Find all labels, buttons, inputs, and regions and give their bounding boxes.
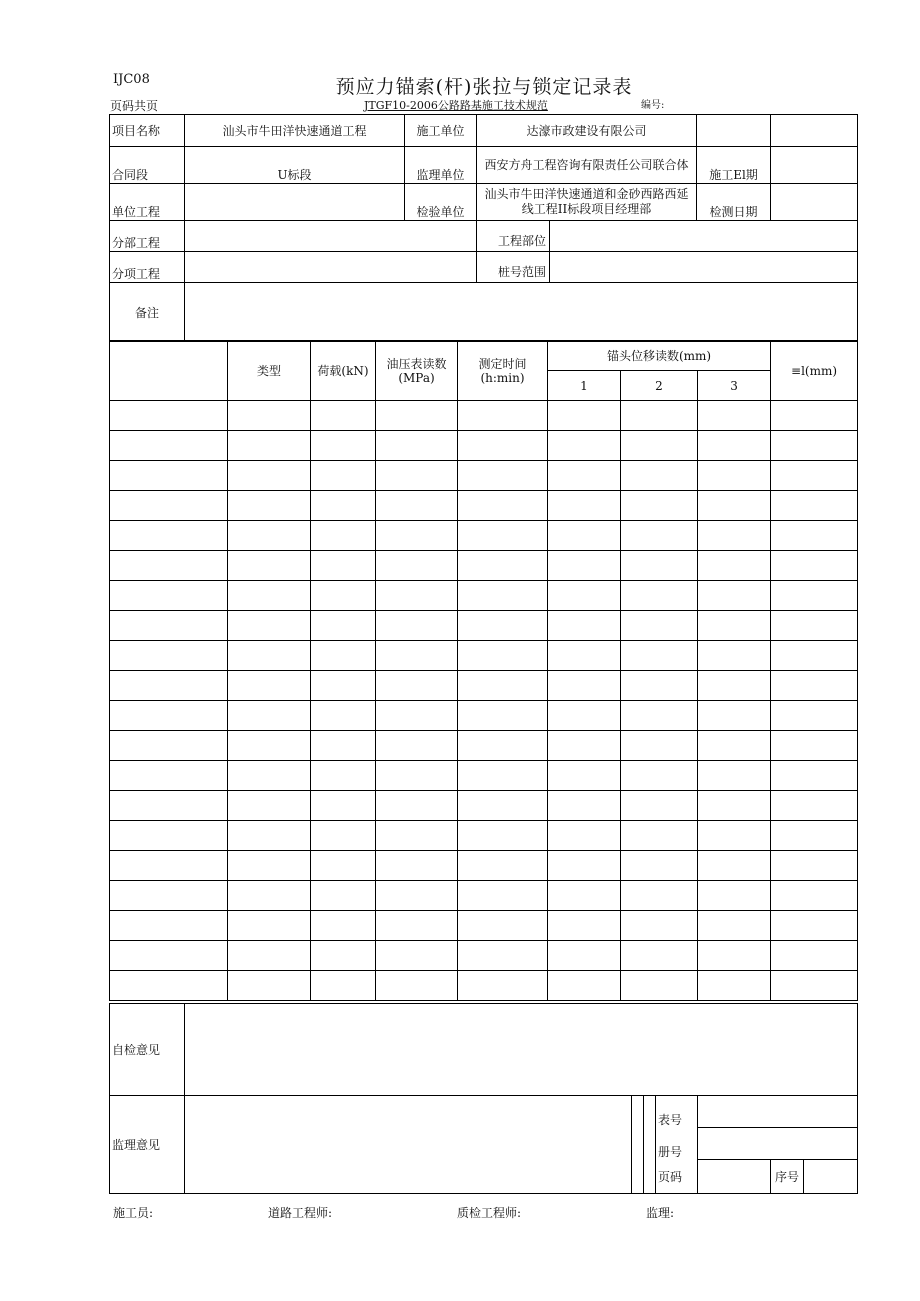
tension-record-table <box>109 340 858 1001</box>
blank-cell[interactable] <box>771 115 858 147</box>
inspection-unit-value[interactable]: 汕头市牛田洋快速通道和金砂西路西延线工程II标段项目经理部 <box>477 184 697 221</box>
signature-worker: 施工员: <box>113 1206 154 1220</box>
table-row <box>110 701 858 731</box>
col-type-header: 类型 <box>228 341 311 401</box>
table-row <box>110 761 858 791</box>
serial-number-label: 编号: <box>641 100 665 111</box>
supervisor-label: 监理单位 <box>405 147 477 184</box>
col-disp-2: 2 <box>621 371 698 401</box>
col-disp-1: 1 <box>548 371 621 401</box>
signature-supervisor: 监理: <box>646 1206 675 1220</box>
table-row <box>110 491 858 521</box>
table-row <box>110 581 858 611</box>
col-disp-3: 3 <box>698 371 771 401</box>
inspection-unit-label: 检验单位 <box>405 184 477 221</box>
subitem-label: 分项工程 <box>110 252 185 283</box>
table-row <box>110 461 858 491</box>
table-row <box>110 791 858 821</box>
page-no-value[interactable] <box>698 1160 771 1194</box>
table-no-label: 表号 <box>656 1096 698 1128</box>
page-no-label: 页码 <box>656 1160 698 1194</box>
division-label: 分部工程 <box>110 221 185 252</box>
form-title: 预应力锚索(杆)张拉与锁定记录表 <box>335 76 633 98</box>
table-row <box>110 521 858 551</box>
book-no-label: 册号 <box>656 1128 698 1160</box>
self-check-label: 自检意见 <box>110 1004 185 1096</box>
part-label: 工程部位 <box>477 221 550 251</box>
opinions-table <box>109 1003 858 1194</box>
project-name-value[interactable]: 汕头市牛田洋快速通道工程 <box>185 115 405 147</box>
part-value[interactable] <box>550 221 857 251</box>
seq-no-label: 序号 <box>771 1160 804 1194</box>
division-value[interactable] <box>185 221 477 252</box>
blank-header-cell <box>110 341 228 401</box>
signature-road-engineer: 道路工程师: <box>268 1206 333 1220</box>
unit-project-value[interactable] <box>185 184 405 221</box>
col-pressure-header: 油压表读数 (MPa) <box>376 341 458 401</box>
table-row <box>110 671 858 701</box>
table-row <box>110 851 858 881</box>
col-time-header: 测定时间 (h:min) <box>458 341 548 401</box>
signature-qc-engineer: 质检工程师: <box>457 1206 522 1220</box>
col-displacement-header: 锚头位移读数(mm) <box>548 341 771 371</box>
table-row <box>110 551 858 581</box>
supervision-label: 监理意见 <box>110 1096 185 1194</box>
remarks-value[interactable] <box>185 283 858 342</box>
blank-cell <box>697 115 771 147</box>
table-row <box>110 431 858 461</box>
station-value[interactable] <box>550 252 857 282</box>
col-delta-header: ≡l(mm) <box>771 341 858 401</box>
part-cell <box>477 221 858 252</box>
table-row <box>110 941 858 971</box>
table-row <box>110 971 858 1001</box>
construction-date-value[interactable] <box>771 147 858 184</box>
table-no-value[interactable] <box>698 1096 858 1128</box>
seq-no-value[interactable] <box>804 1160 858 1194</box>
blank-cell <box>644 1096 656 1194</box>
standard-reference: JTGF10-2006公路路基施工技术规范 <box>364 99 548 112</box>
supervisor-value[interactable]: 西安方舟工程咨询有限责任公司联合体 <box>477 147 697 184</box>
inspection-date-value[interactable] <box>771 184 858 221</box>
contractor-value[interactable]: 达濠市政建设有限公司 <box>477 115 697 147</box>
blank-cell <box>632 1096 644 1194</box>
col-load-header: 荷载(kN) <box>311 341 376 401</box>
table-row <box>110 731 858 761</box>
station-label: 桩号范围 <box>477 252 550 282</box>
supervision-value[interactable] <box>185 1096 632 1194</box>
contract-value[interactable]: U标段 <box>185 147 405 184</box>
table-row <box>110 641 858 671</box>
page-count: 页码共页 <box>110 99 159 113</box>
table-row <box>110 611 858 641</box>
contract-label: 合同段 <box>110 147 185 184</box>
unit-project-label: 单位工程 <box>110 184 185 221</box>
table-row <box>110 881 858 911</box>
self-check-value[interactable] <box>185 1004 858 1096</box>
project-info-table <box>109 114 858 342</box>
contractor-label: 施工单位 <box>405 115 477 147</box>
book-no-value[interactable] <box>698 1128 858 1160</box>
form-code: IJC08 <box>113 72 150 87</box>
project-name-label: 项目名称 <box>110 115 185 147</box>
table-row <box>110 821 858 851</box>
subitem-value[interactable] <box>185 252 477 283</box>
table-row <box>110 911 858 941</box>
remarks-label: 备注 <box>110 283 185 342</box>
station-cell <box>477 252 858 283</box>
table-row <box>110 401 858 431</box>
inspection-date-label: 检测日期 <box>697 184 771 221</box>
construction-date-label: 施工El期 <box>697 147 771 184</box>
